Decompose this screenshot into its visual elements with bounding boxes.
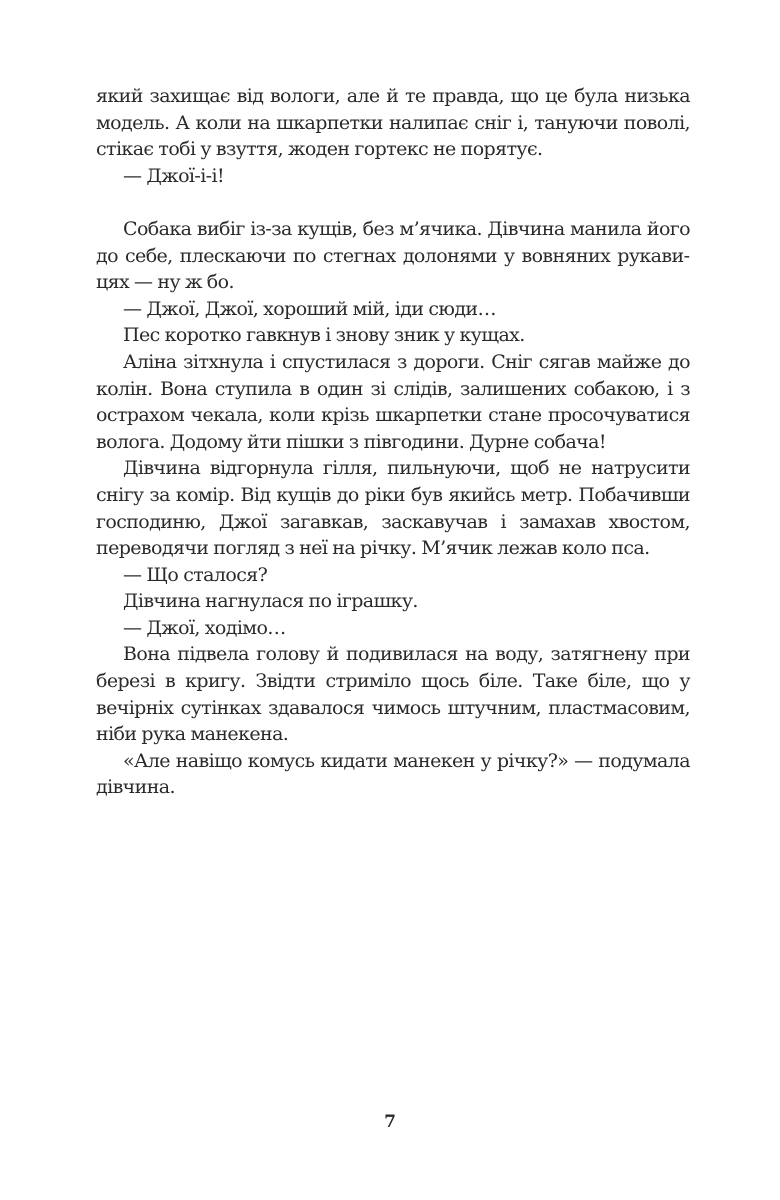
paragraph-dialogue: — Джої, ходімо… — [123, 616, 286, 639]
paragraph-continued: який захищає від вологи, але й те правда, що це була низька модель. А коли на шкарпетки налипає сніг і, тануючи поволі, стікає тобі у взуття, жоден гортекс не порятує. — [96, 85, 690, 161]
paragraph: Аліна зітхнула і спустилася з дороги. Сніг сягав майже до колін. Вона ступила в один зі слідів, залишених собакою, і з острахом чекала, коли крізь шкарпетки стане просочуватися волога. Додому йти пішки з півгодини. Дурне собача! — [96, 350, 690, 453]
paragraph-dialogue: — Джої-і-і! — [123, 164, 225, 187]
paragraph-dialogue: — Джої, Джої, хороший мій, іди сюди… — [123, 297, 496, 320]
section-break — [96, 189, 690, 216]
page-number: 7 — [384, 1112, 396, 1132]
page-body — [96, 83, 690, 801]
paragraph: Дівчина відгорнула гілля, пильнуючи, щоб не натрусити снігу за комір. Від кущів до ріки був якийсь метр. Побачивши господиню, Джої загавкав, заскавучав і замахав хвостом, переводячи погляд з неї на річку. М’ячик лежав коло пса. — [96, 457, 690, 560]
paragraph-dialogue: — Що сталося? — [123, 563, 268, 586]
paragraph: Дівчина нагнулася по іграшку. — [123, 590, 418, 613]
paragraph: Вона підвела голову й подивилася на воду, затягнену при березі в кригу. Звідти стриміло щось біле. Таке біле, що у вечірніх сутінках здавалося чимось штучним, пластмасовим, ніби рука манекена. — [96, 643, 690, 746]
paragraph-quote: «Але навіщо комусь кидати манекен у річку?» — подумала дівчина. — [96, 749, 690, 799]
paragraph: Собака вибіг із-за кущів, без м’ячика. Дівчина манила його до себе, плескаючи по стегнах долонями у вовняних рукавицях — ну ж бо. — [96, 217, 690, 294]
paragraph: Пес коротко гавкнув і знову зник у кущах. — [123, 324, 525, 347]
